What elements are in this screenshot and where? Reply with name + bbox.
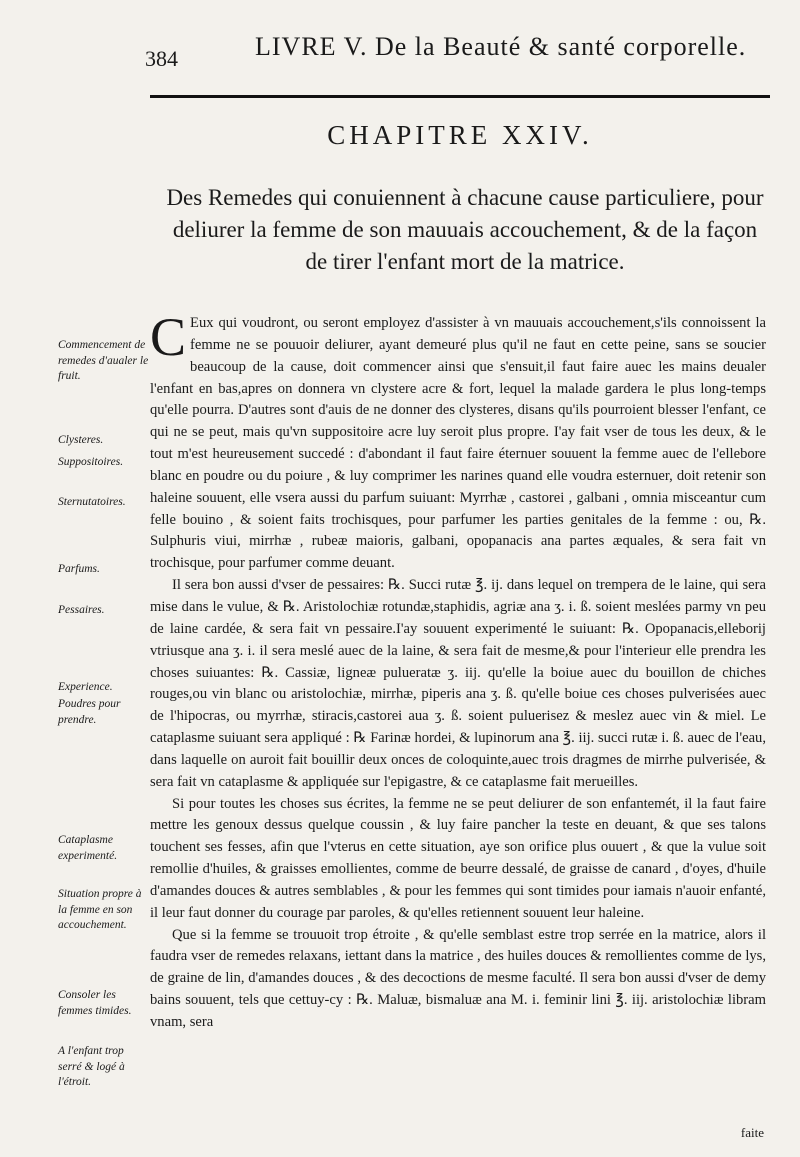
margin-note: A l'enfant trop serré & logé à l'étroit. bbox=[58, 1045, 125, 1088]
margin-note: Consoler les femmes timides. bbox=[58, 989, 132, 1017]
chapter-title: Des Remedes qui conuiennent à chacune cause particuliere, pour deliurer la femme de son mauuais accouchement, & de la façon de tirer l'enfant mort de la matrice. bbox=[166, 185, 764, 274]
margin-note: Suppositoires. bbox=[58, 456, 124, 468]
margin-note: Clysteres. bbox=[58, 434, 104, 446]
margin-note: Pessaires. bbox=[58, 604, 105, 616]
catchword: faite bbox=[740, 1125, 764, 1140]
page-number: 384 bbox=[145, 46, 178, 71]
drop-cap: C bbox=[150, 307, 187, 367]
margin-note: Situation propre à la femme en son accouchement. bbox=[58, 888, 142, 931]
paragraph-text: Eux qui voudront, ou seront employez d'assister à vn mauuais accouchement,s'ils connoissent la femme ne se pouuoir deliurer, ayant demeuré plus qu'il ne faut en cette peine, sans se soucier beaucoup de la cause, doit commencer ainsi que s'ensuit,il faut faire auec les mains deualer l'enfant en bas,apres on donnera vn clystere acre & fort, lequel la malade gardera le plus long-temps qu'elle pourra. D'autres sont d'auis de ne donner des clysteres, disans qu'ils pourroient blesser l'enfant, ce qui ne se peut, mais qu'vn suppositoire acre luy seroit plus propre. I'ay fait vser de tous les deux, & le tout m'est heureusement succedé : d'abondant il faut faire éternuer souuent la femme auec de l'ellebore blanc en poudre ou du poiure , & luy comprimer les narines quand elle voudra esternuer, doit retenir son haleine souuent, elle vsera aussi du parfum suiuant: Myrrhæ , castorei , galbani , omnia misceantur cum felle bouino , & soient faits trochisques, pour parfumer les parties genitales de la femme : ou, ℞. Sulphuris viui, mirrhæ , rubeæ maioris, galbani, opopanacis ana partes æquales, & sera fait vn trochisque, pour parfumer comme deuant. bbox=[150, 315, 766, 572]
body-text bbox=[150, 307, 766, 1034]
margin-note: Parfums. bbox=[58, 563, 100, 575]
paragraph bbox=[150, 307, 766, 575]
paragraph: Il sera bon aussi d'vser de pessaires: ℞. Succi rutæ ℥. ij. dans lequel on trempera de le laine, qui sera mise dans le vulue, & ℞. Aristolochiæ rotundæ,staphidis, agriæ ana ʒ. i. ß. soient meslées parmy vn peu de laine cardée, & sera fait vn pessaire.I'ay souuent experimenté le suiuant: ℞. Opopanacis,elleborij vtriusque ana ʒ. i. il sera meslé auec de la laine, & sera fait de mesme,& pour l'interieur elle prendra les choses suiuantes: ℞. Cassiæ, ligneæ pulueratæ ʒ. iij. qu'elle la boiue auec du bouillon de chiches rouges,ou vin blanc ou aristolochiæ, mirrhæ, piperis ana ʒ. ß. qu'elle boiue ces choses pulverisées auec de l'hipocras, ou myrrhæ, stiracis,castorei aua ʒ. ß. soient puluerisez & meslez auec vin & miel. Le cataplasme suiuant sera appliqué : ℞ Farinæ hordei, & lupinorum ana ℥. iij. succi rutæ i. ß. auec de l'eau, dans laquelle on auroit fait bouillir deux onces de coloquinte,auec trois dragmes de mirrhe pulverisée, & sera fait vn cataplasme & appliquée sur l'epigastre, & ce cataplasme fait merueilles. bbox=[150, 577, 766, 790]
margin-note: Cataplasme experimenté. bbox=[58, 834, 118, 862]
chapter-heading: CHAPITRE XXIV. bbox=[327, 120, 593, 150]
margin-note: Experience. bbox=[58, 681, 113, 693]
header-rule bbox=[150, 95, 770, 98]
paragraph: Si pour toutes les choses sus écrites, la femme ne se peut deliurer de son enfantemét, il la faut faire mettre les genoux dessus quelque coussin , & luy faire pancher la teste en deuant, & que ses talons touchent ses fesses, afin que l'vterus en cette situation, aye son orifice plus ouuert , & que la vulue soit remollie d'huiles, & graisses emollientes, comme de beurre dessalé, de graisse de canard , d'oyes, d'huile d'amandes douces & autres semblables , & pour les femmes qui sont timides pour iamais n'auoir enfanté, il leur faut donner du courage par paroles, & qu'elles retiennent souuent leur haleine. bbox=[150, 795, 766, 921]
margin-note: Poudres pour prendre. bbox=[58, 698, 121, 726]
running-head: LIVRE V. De la Beauté & santé corporelle. bbox=[255, 32, 747, 61]
margin-note: Commencement de remedes d'aualer le fruit. bbox=[58, 339, 149, 382]
paragraph: Que si la femme se trouuoit trop étroite , & qu'elle semblast estre trop serrée en la matrice, alors il faudra vser de remedes relaxans, iettant dans la matrice , des huiles douces & remollientes comme de lys, de graine de lin, d'amandes douces , & des decoctions de mesme faculté. Il sera bon aussi d'vser de demy bains souuent, tels que cettuy-cy : ℞. Maluæ, bismaluæ ana M. i. feminir lini ℥. iij. aristolochiæ libram vnam, sera bbox=[150, 926, 766, 1030]
margin-note: Sternutatoires. bbox=[58, 496, 126, 508]
